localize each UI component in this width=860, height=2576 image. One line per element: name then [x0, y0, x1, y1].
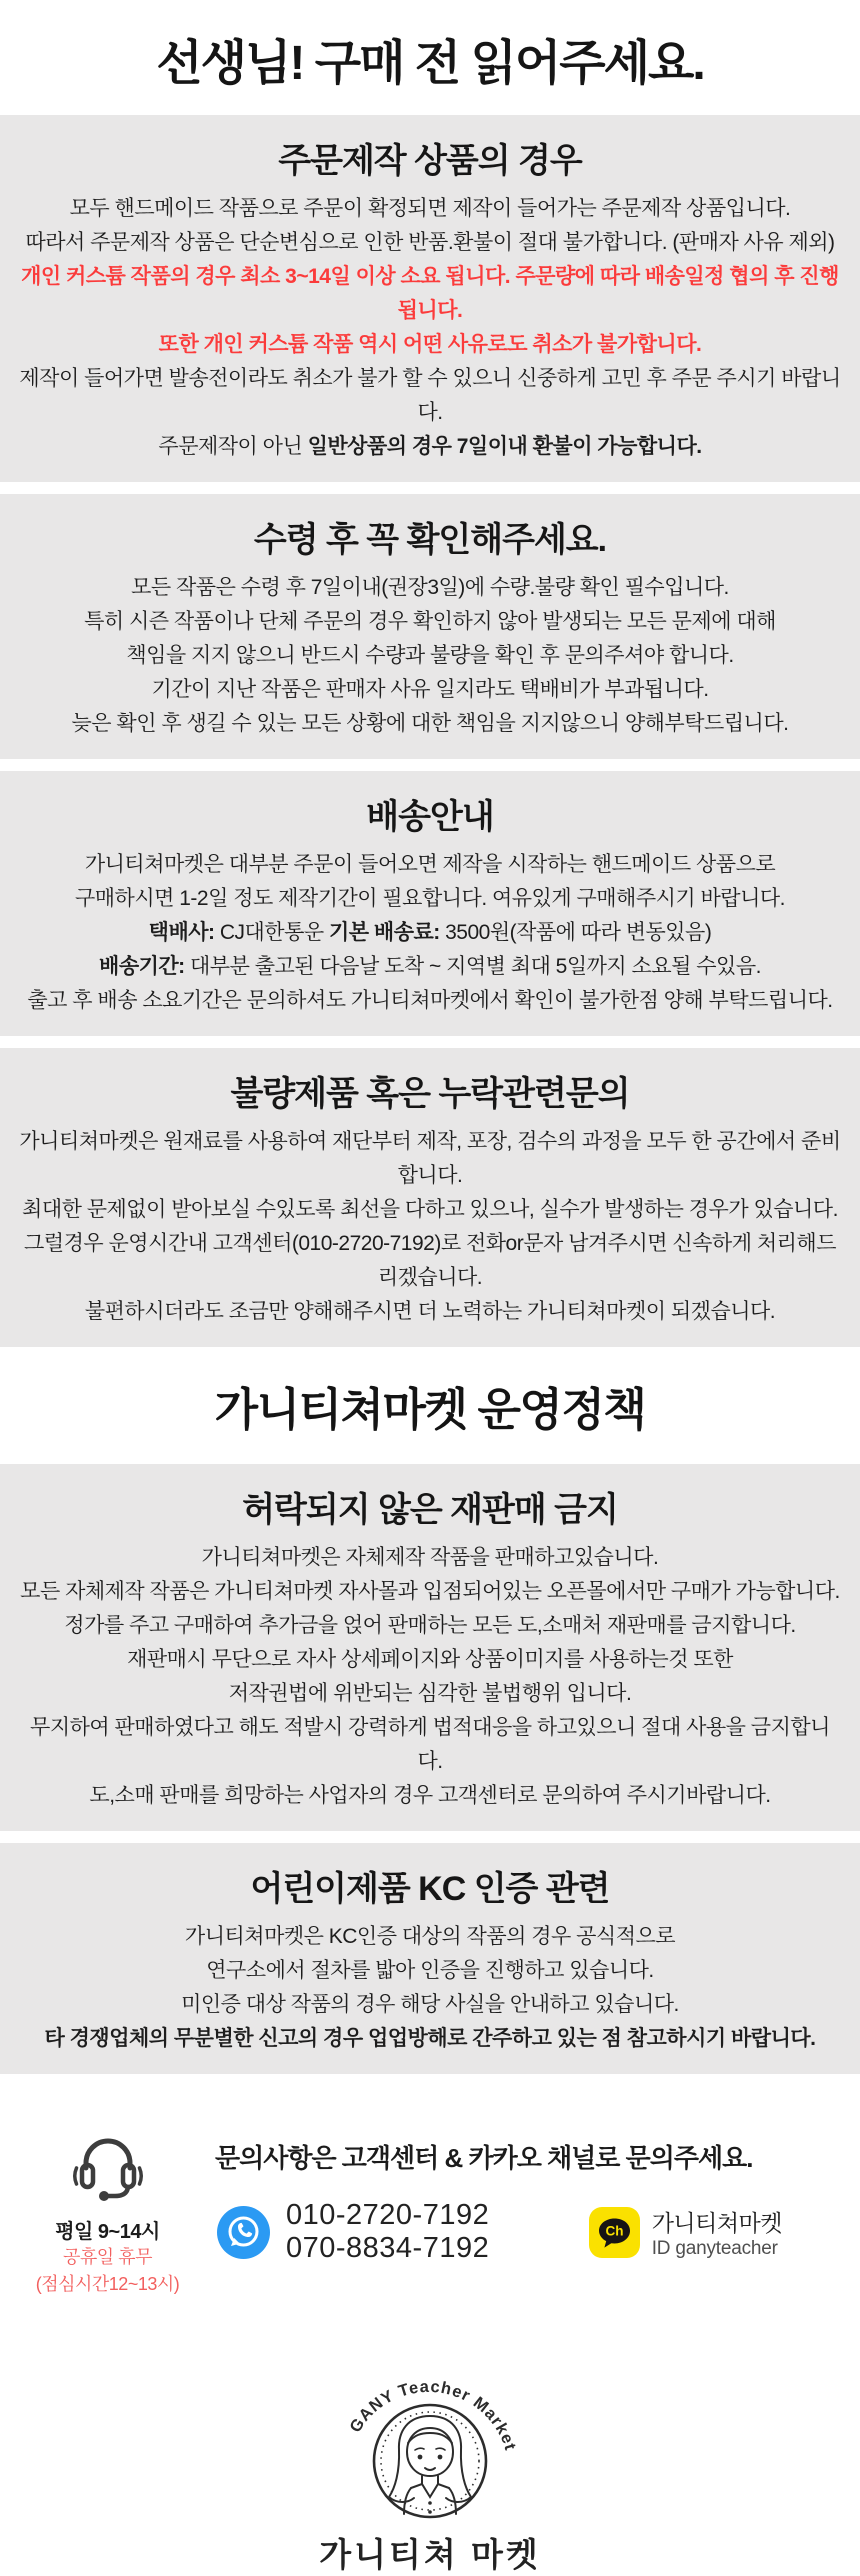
brand-stamp-logo	[0, 2340, 860, 2576]
notice-line: 기간이 지난 작품은 판매자 사유 일지라도 택배비가 부과됩니다.	[151, 678, 709, 701]
notice-line: 따라서 주문제작 상품은 단순변심으로 인한 반품.환불이 절대 불가합니다. (판매자 사유 제외)	[25, 231, 835, 254]
notice-line: 책임을 지지 않으니 반드시 수량과 불량을 확인 후 문의주셔야 합니다.	[126, 644, 734, 667]
phone-icon	[217, 2206, 270, 2259]
notice-line: 연구소에서 절차를 밟아 인증을 진행하고 있습니다.	[206, 1959, 654, 1982]
notice-line: 또한 개인 커스튬 작품 역시 어떤 사유로도 취소가 불가합니다.	[158, 333, 702, 356]
section-heading: 어린이제품 KC 인증 관련	[250, 1870, 610, 1908]
contact-details	[215, 2124, 860, 2298]
notice-line: 모두 핸드메이드 작품으로 주문이 확정되면 제작이 들어가는 주문제작 상품입니다.	[69, 197, 791, 220]
notice-line: 도,소매 판매를 희망하는 사업자의 경우 고객센터로 문의하여 주시기바랍니다.	[89, 1784, 771, 1807]
section-heading: 허락되지 않은 재판매 금지	[242, 1491, 618, 1529]
notice-line: 저작권법에 위반되는 심각한 불법행위 입니다.	[228, 1682, 632, 1705]
contact-footer	[0, 2086, 860, 2298]
notice-line: 가니티쳐마켓은 KC인증 대상의 작품의 경우 공식적으로	[184, 1925, 676, 1948]
stamp-logo-illustration	[305, 2340, 555, 2520]
notice-line: 가니티쳐마켓은 원재료를 사용하여 재단부터 제작, 포장, 검수의 과정을 모두 한 공간에서 준비 합니다.	[19, 1130, 841, 1187]
kakao-channel-icon	[589, 2207, 640, 2258]
section-defect-or-missing-inquiry	[0, 1048, 860, 1347]
notice-line: 출고 후 배송 소요기간은 문의하셔도 가니티쳐마켓에서 확인이 불가한점 양해 부탁드립니다.	[27, 989, 833, 1012]
notice-line: 배송기간: 대부분 출고된 다음날 도착 ~ 지역별 최대 5일까지 소요될 수있음.	[99, 955, 761, 978]
kakao-channel-text	[652, 2205, 782, 2260]
section-heading: 수령 후 꼭 확인해주세요.	[253, 521, 607, 559]
svg-text:GANY Teacher Market: GANY Teacher Market	[346, 2377, 520, 2454]
notice-line: 가니티쳐마켓은 대부분 주문이 들어오면 제작을 시작하는 핸드메이드 상품으로	[84, 853, 776, 876]
section-heading: 불량제품 혹은 누락관련문의	[230, 1075, 630, 1113]
notice-line: 불편하시더라도 조금만 양해해주시면 더 노력하는 가니티쳐마켓이 되겠습니다.	[84, 1300, 776, 1323]
section-custom-order	[0, 115, 860, 482]
contact-heading: 문의사항은 고객센터 & 카카오 채널로 문의주세요.	[215, 2143, 753, 2173]
logo-wordmark: 가니티쳐 마켓	[319, 2536, 541, 2573]
policy-sections	[0, 1464, 860, 2074]
notice-line: 개인 커스튬 작품의 경우 최소 3~14일 이상 소요 됩니다. 주문량에 따라 배송일정 협의 후 진행됩니다.	[21, 265, 839, 322]
lunch-hours-note: (점심시간12~13시)	[35, 2274, 180, 2294]
svg-text:Ch: Ch	[605, 2223, 624, 2238]
headset-icon	[71, 2126, 145, 2202]
kakao-channel-name: 가니티쳐마켓	[651, 2209, 782, 2236]
section-no-unauthorized-resale	[0, 1464, 860, 1831]
notice-line: 모든 자체제작 작품은 가니티쳐마켓 자사몰과 입점되어있는 오픈몰에서만 구매가 가능합니다.	[20, 1580, 840, 1603]
section-check-after-receipt	[0, 494, 860, 759]
notice-line: 구매하시면 1-2일 정도 제작기간이 필요합니다. 여유있게 구매해주시기 바랍니다.	[74, 887, 785, 910]
phone-numbers	[286, 2199, 489, 2265]
notice-line: 그럴경우 운영시간내 고객센터(010-2720-7192)로 전화or문자 남겨주시면 신속하게 처리해드리겠습니다.	[24, 1232, 836, 1289]
notice-line: 정가를 주고 구매하여 추가금을 얹어 판매하는 모든 도,소매처 재판매를 금지합니다.	[64, 1614, 796, 1637]
notice-line: 주문제작이 아닌 일반상품의 경우 7일이내 환불이 가능합니다.	[158, 435, 702, 458]
kakao-channel-contact	[589, 2205, 782, 2260]
weekday-hours: 평일 9~14시	[55, 2221, 160, 2243]
notice-sections	[0, 115, 860, 1347]
notice-line: 무지하여 판매하였다고 해도 적발시 강력하게 법적대응을 하고있으니 절대 사용을 금지합니다.	[30, 1716, 830, 1773]
notice-line: 택배사: CJ대한통운 기본 배송료: 3500원(작품에 따라 변동있음)	[148, 921, 712, 944]
notice-line: 재판매시 무단으로 자사 상세페이지와 상품이미지를 사용하는것 또한	[127, 1648, 733, 1671]
section-kids-product-kc-certification	[0, 1843, 860, 2074]
phone-number-2: 070-8834-7192	[286, 2232, 490, 2264]
notice-line: 늦은 확인 후 생길 수 있는 모든 상황에 대한 책임을 지지않으니 양해부탁드립니다.	[71, 712, 789, 735]
business-hours-block	[0, 2124, 215, 2298]
section-heading: 배송안내	[366, 798, 494, 836]
holiday-closed-note: 공휴일 휴무	[63, 2247, 152, 2267]
notice-line: 제작이 들어가면 발송전이라도 취소가 불가 할 수 있으니 신중하게 고민 후 주문 주시기 바랍니다.	[19, 367, 841, 424]
page-title: 선생님! 구매 전 읽어주세요.	[156, 37, 704, 90]
section-heading: 주문제작 상품의 경우	[278, 142, 582, 180]
notice-line: 특히 시즌 작품이나 단체 주문의 경우 확인하지 않아 발생되는 모든 문제에 대해	[84, 610, 776, 633]
notice-line: 미인증 대상 작품의 경우 해당 사실을 안내하고 있습니다.	[181, 1993, 679, 2016]
policy-title: 가니티쳐마켓 운영정책	[0, 1373, 860, 1438]
phone-contact	[217, 2199, 489, 2265]
phone-number-1: 010-2720-7192	[286, 2199, 490, 2231]
contact-row	[215, 2199, 840, 2265]
notice-line: 가니티쳐마켓은 자체제작 작품을 판매하고있습니다.	[201, 1546, 659, 1569]
section-shipping-info	[0, 771, 860, 1036]
notice-line: 타 경쟁업체의 무분별한 신고의 경우 업업방해로 간주하고 있는 점 참고하시기 바랍니다.	[44, 2027, 816, 2050]
kakao-channel-id: ID ganyteacher	[651, 2237, 778, 2259]
notice-line: 최대한 문제없이 받아보실 수있도록 최선을 다하고 있으나, 실수가 발생하는 경우가 있습니다.	[22, 1198, 838, 1221]
stamp-character	[389, 2416, 471, 2514]
notice-line: 모든 작품은 수령 후 7일이내(권장3일)에 수량.불량 확인 필수입니다.	[131, 576, 729, 599]
